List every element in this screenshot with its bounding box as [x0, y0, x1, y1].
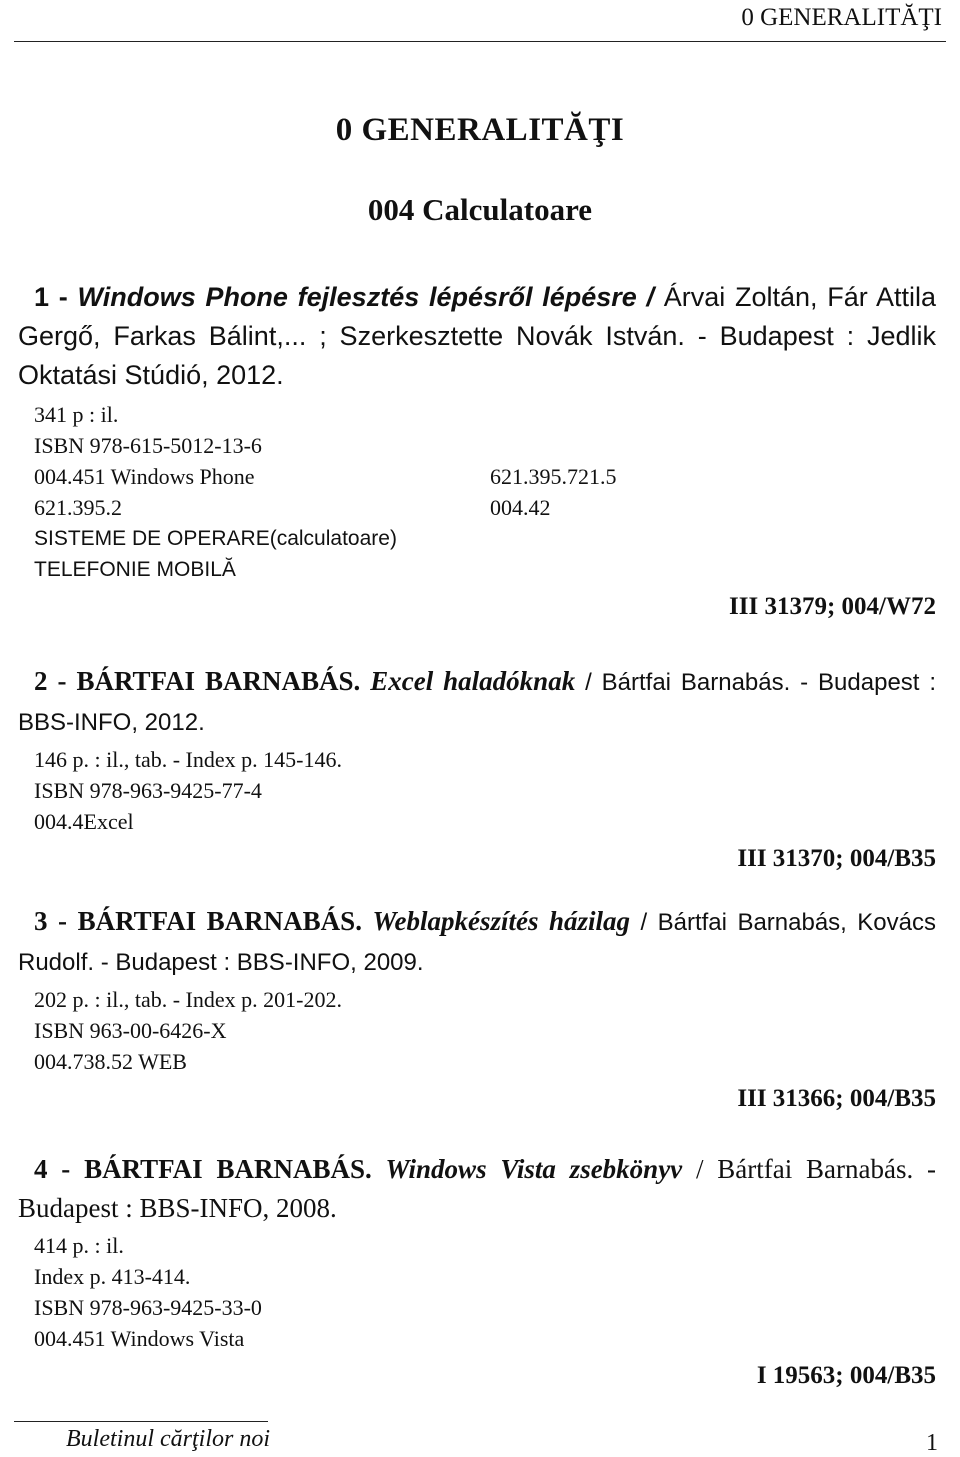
bibliographic-entry-2 — [18, 662, 936, 873]
entry-class-code: 004.451 Windows Phone — [34, 464, 255, 489]
entry-title: Windows Vista zsebkönyv — [385, 1154, 683, 1184]
entry-details — [18, 1230, 936, 1354]
entry-shelf-mark: I 19563; 004/B35 — [756, 1362, 936, 1389]
entry-detail-line: ISBN 978-963-9425-33-0 — [34, 1295, 262, 1320]
section-title: 0 GENERALITĂŢI — [335, 112, 625, 148]
entry-citation-rest: Árvai Zoltán, Fár Attila Gergő, Farkas Bálint,... ; Szerkesztette Novák István. - Budapest : Jedlik Oktatási Stúdió, 2012. — [18, 282, 936, 390]
entry-number: 4 - — [34, 1154, 71, 1184]
entry-class-code: 621.395.721.5 — [490, 464, 617, 489]
entry-number: 1 - — [34, 282, 68, 312]
entry-detail-line: 341 p : il. — [34, 402, 119, 427]
entry-citation-rest: / Bártfai Barnabás. - Budapest : BBS-INFO, 2012. — [18, 669, 937, 736]
page-number: 1 — [926, 1430, 938, 1456]
entry-number: 3 - — [34, 906, 68, 936]
entry-title: Weblapkészítés házilag — [372, 906, 631, 936]
entry-citation-rest: / Bártfai Barnabás. - Budapest : BBS-INFO, 2008. — [18, 1154, 937, 1223]
entry-details — [18, 744, 936, 837]
entry-details — [18, 984, 936, 1077]
entry-title: Excel haladóknak — [370, 666, 576, 696]
entry-subject: SISTEME DE OPERARE(calculatoare) — [34, 527, 397, 550]
entry-author: BÁRTFAI BARNABÁS. — [77, 906, 362, 936]
entry-detail-line: 004.738.52 WEB — [34, 1049, 187, 1074]
entry-detail-line: 146 p. : il., tab. - Index p. 145-146. — [34, 747, 342, 772]
entry-citation — [18, 1150, 936, 1228]
footer-rule — [14, 1421, 268, 1422]
entry-author: BÁRTFAI BARNABÁS. — [84, 1154, 372, 1184]
entry-detail-line: ISBN 978-615-5012-13-6 — [34, 433, 262, 458]
section-subtitle: 004 Calculatoare — [367, 192, 593, 227]
entry-citation — [18, 278, 936, 395]
entry-title: Windows Phone fejlesztés lépésről lépésre / — [77, 282, 655, 312]
entry-subject: TELEFONIE MOBILĂ — [34, 558, 236, 581]
entry-class-code: 004.42 — [490, 495, 551, 520]
entry-detail-line: 004.4Excel — [34, 809, 134, 834]
entry-details — [18, 399, 936, 585]
footer-publication: Buletinul cărţilor noi — [66, 1426, 270, 1452]
entry-shelf-mark: III 31370; 004/B35 — [737, 845, 936, 872]
entry-citation — [18, 662, 936, 742]
bibliographic-entry-3 — [18, 902, 936, 1113]
entry-detail-line: 414 p. : il. — [34, 1233, 124, 1258]
entry-detail-line: 202 p. : il., tab. - Index p. 201-202. — [34, 987, 342, 1012]
header-rule — [14, 41, 946, 42]
bibliographic-entry-1 — [18, 278, 936, 621]
entry-detail-line: ISBN 963-00-6426-X — [34, 1018, 227, 1043]
entry-class-row — [34, 492, 936, 523]
entry-detail-line: Index p. 413-414. — [34, 1264, 191, 1289]
running-header: 0 GENERALITĂŢI — [741, 4, 942, 31]
entry-author: BÁRTFAI BARNABÁS. — [76, 666, 361, 696]
entry-shelf-mark: III 31366; 004/B35 — [737, 1085, 936, 1112]
entry-number: 2 - — [34, 666, 67, 696]
entry-citation — [18, 902, 936, 982]
entry-detail-line: 004.451 Windows Vista — [34, 1326, 245, 1351]
entry-citation-rest: / Bártfai Barnabás, Kovács Rudolf. - Budapest : BBS-INFO, 2009. — [18, 909, 937, 976]
entry-class-row — [34, 461, 936, 492]
entry-shelf-mark: III 31379; 004/W72 — [729, 593, 936, 620]
entry-class-code: 621.395.2 — [34, 495, 122, 520]
entry-detail-line: ISBN 978-963-9425-77-4 — [34, 778, 262, 803]
bibliographic-entry-4 — [18, 1150, 936, 1390]
